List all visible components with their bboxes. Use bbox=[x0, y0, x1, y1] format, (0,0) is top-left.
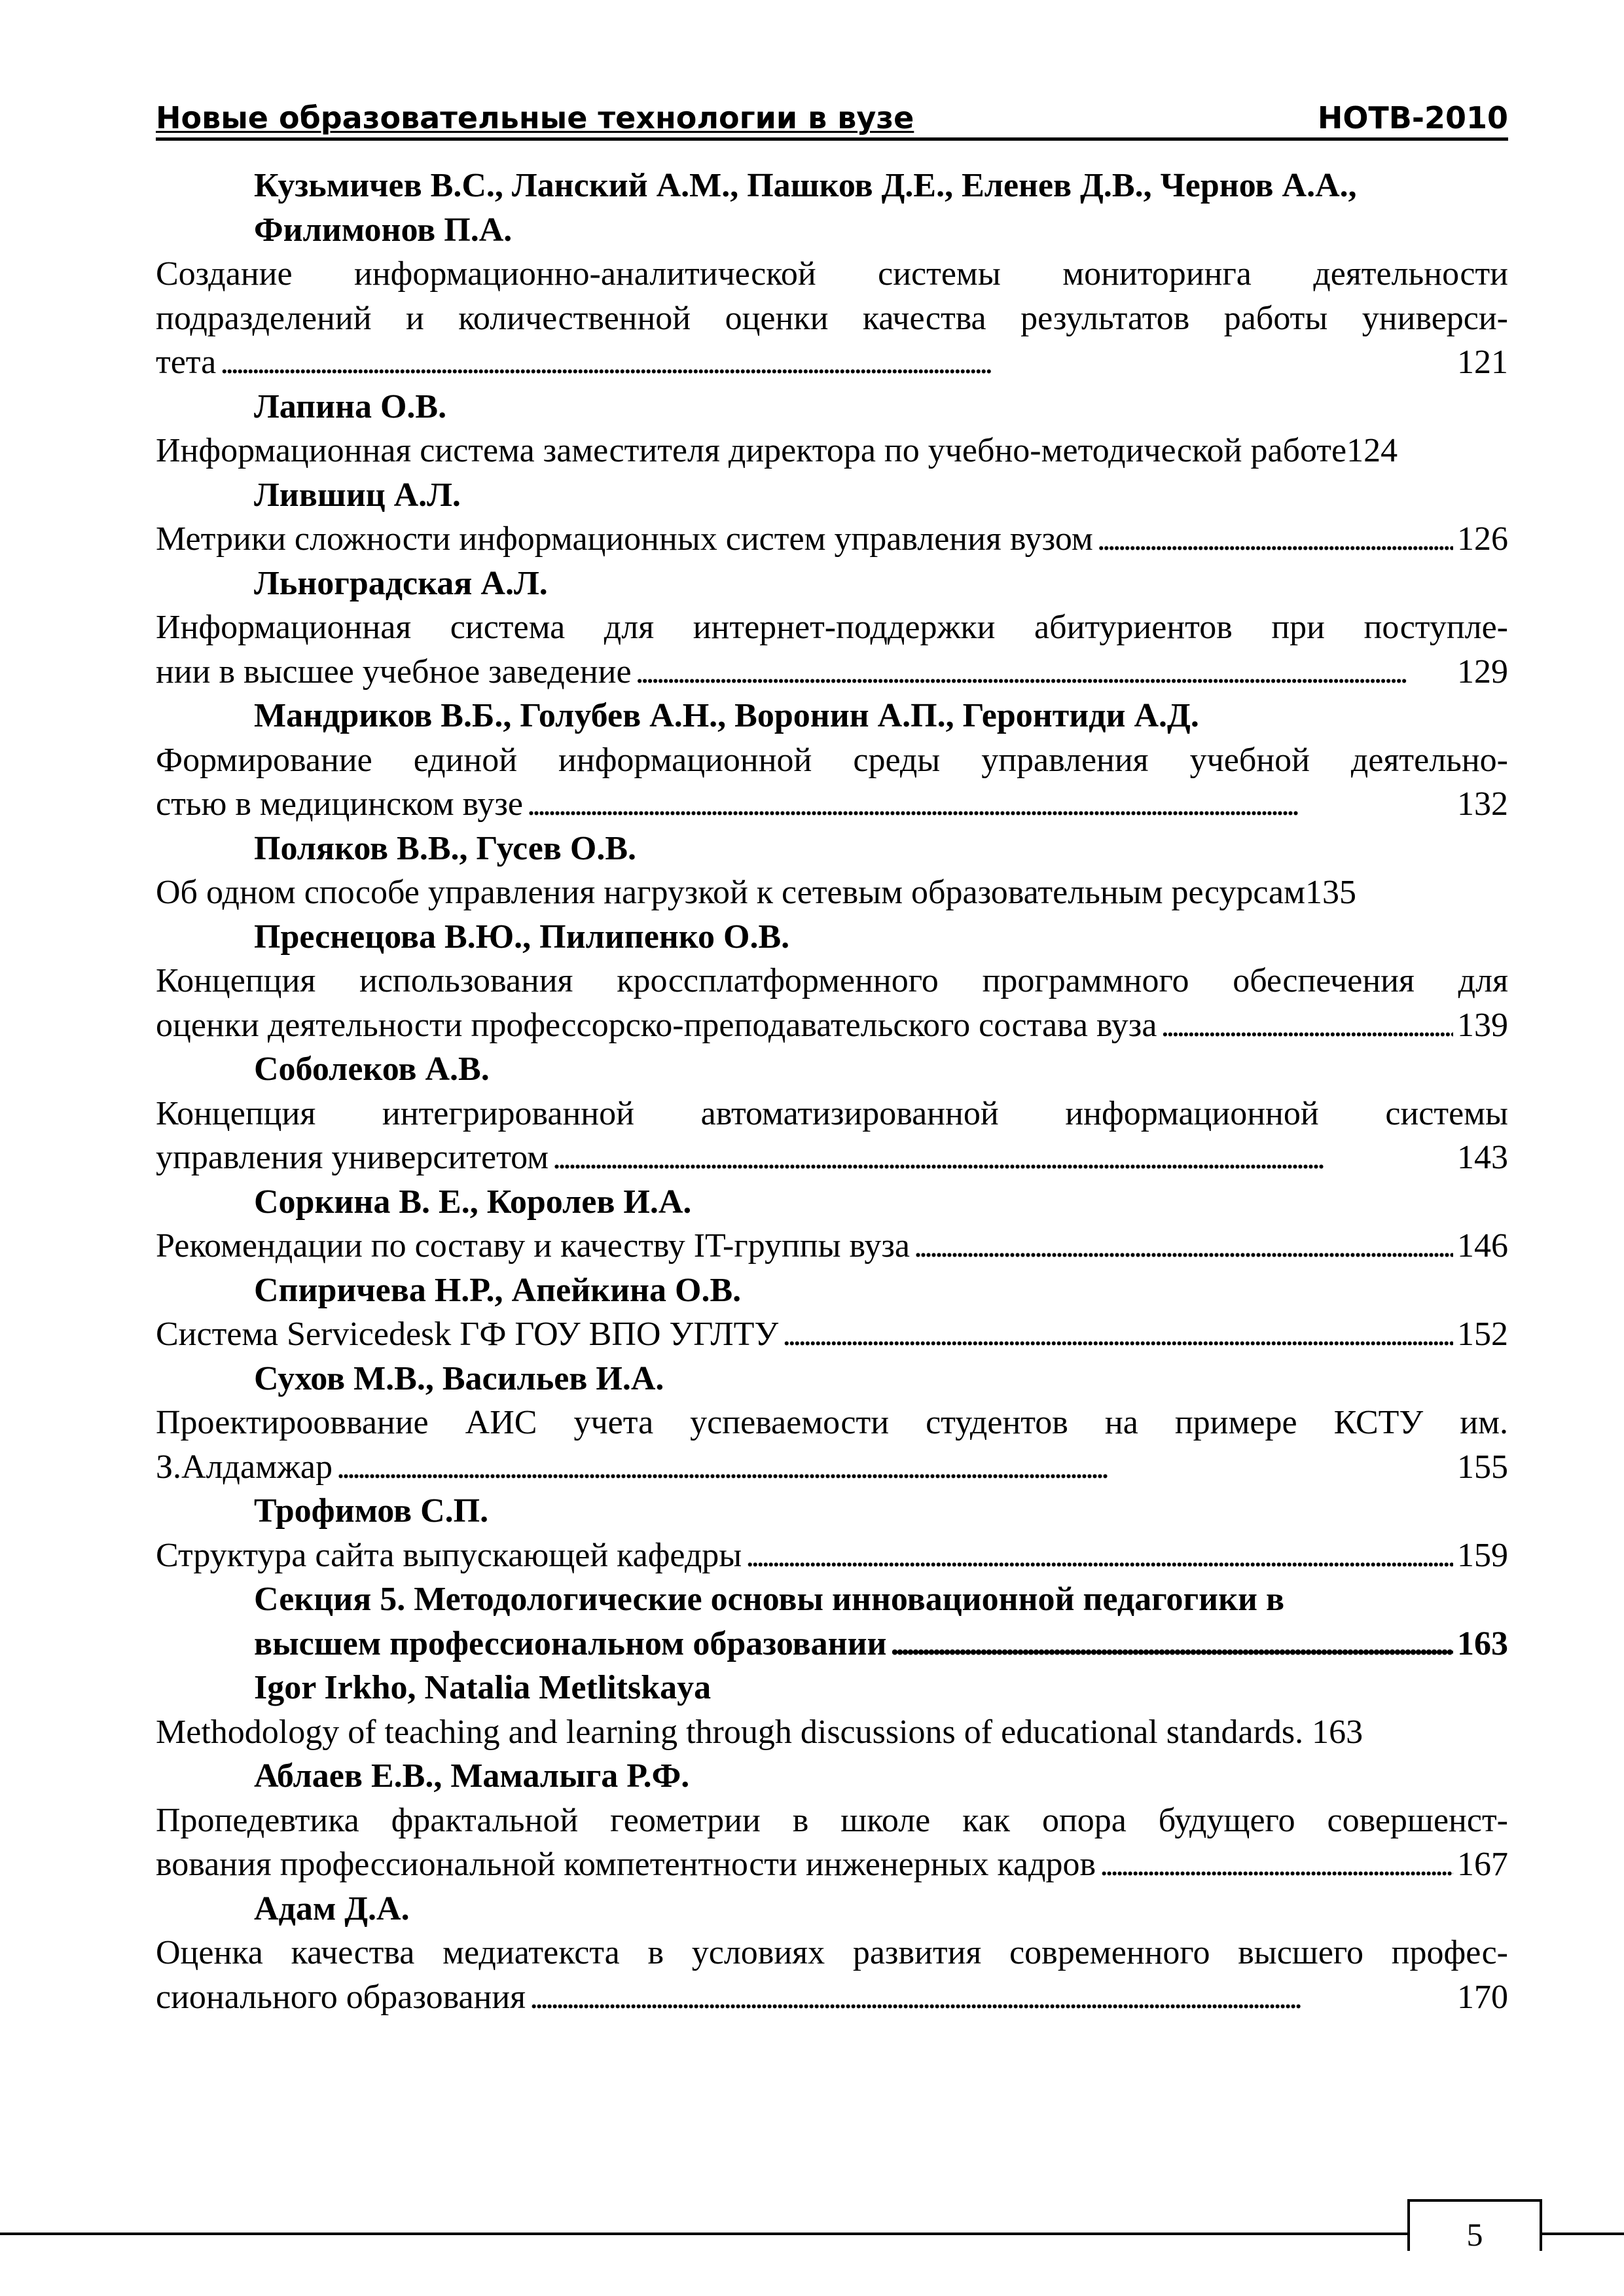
toc-title-end: Информационная система заместителя директора по учебно-методической работе bbox=[156, 432, 1347, 469]
toc-title-lastline bbox=[156, 517, 1508, 562]
toc-entry[interactable] bbox=[156, 385, 1508, 473]
toc-entry[interactable] bbox=[156, 1180, 1508, 1268]
toc-page-number: 146 bbox=[1457, 1227, 1508, 1265]
toc-authors: Лапина О.В. bbox=[254, 387, 447, 425]
dot-leader bbox=[891, 1622, 1453, 1666]
toc-title-end: стью в медицинском вузе bbox=[156, 785, 524, 823]
section-title-lastline bbox=[254, 1622, 1508, 1666]
dot-leader bbox=[782, 1312, 1453, 1357]
dot-leader bbox=[530, 1975, 1453, 2020]
toc-page-number: 143 bbox=[1457, 1139, 1508, 1176]
toc-entry[interactable] bbox=[156, 915, 1508, 1048]
toc-page-number: 170 bbox=[1457, 1978, 1508, 2016]
dot-leader bbox=[1097, 517, 1453, 562]
header-conference-code: НОТВ-2010 bbox=[1317, 100, 1508, 135]
toc-title-lastline bbox=[156, 1710, 1508, 1755]
toc-page-number: 163 bbox=[1312, 1713, 1363, 1751]
dot-leader bbox=[527, 782, 1453, 827]
running-header bbox=[156, 98, 1508, 141]
toc-entry[interactable] bbox=[156, 1047, 1508, 1180]
toc-authors: Спиричева Н.Р., Апейкина О.В. bbox=[254, 1271, 742, 1309]
header-journal-title: Новые образовательные технологии в вузе bbox=[156, 100, 914, 135]
toc-title: Создание информационно-аналитической системы мониторинга деятельности подразделений и количественной оценки качества результатов работы универси- bbox=[156, 255, 1508, 337]
toc-title-lastline bbox=[156, 1445, 1508, 1490]
toc-title-end: Структура сайта выпускающей кафедры bbox=[156, 1536, 742, 1574]
toc-title-end: З.Алдамжар bbox=[156, 1448, 333, 1486]
dot-leader bbox=[336, 1445, 1453, 1490]
toc-page-number: 155 bbox=[1457, 1448, 1508, 1486]
toc-title-lastline bbox=[156, 1975, 1508, 2020]
toc-title: Концепция интегрированной автоматизированной информационной системы bbox=[156, 1094, 1508, 1132]
toc-page-number: 159 bbox=[1457, 1536, 1508, 1574]
toc-page-number: 139 bbox=[1457, 1006, 1508, 1044]
toc-title-end: тета bbox=[156, 344, 217, 381]
dot-leader: . bbox=[1295, 1713, 1312, 1751]
toc-title-lastline bbox=[156, 870, 1508, 915]
toc-title: Информационная система для интернет-поддержки абитуриентов при поступле- bbox=[156, 609, 1508, 646]
footer-rule bbox=[0, 2233, 1624, 2235]
toc-authors: Лившиц А.Л. bbox=[254, 476, 461, 514]
dot-leader bbox=[914, 1224, 1453, 1268]
toc-authors: Поляков В.В., Гусев О.В. bbox=[254, 829, 637, 867]
toc-title-lastline bbox=[156, 1312, 1508, 1357]
toc-page-number: 152 bbox=[1457, 1316, 1508, 1353]
toc-entry[interactable] bbox=[156, 827, 1508, 915]
page-number: 5 bbox=[1407, 2199, 1542, 2251]
toc-page-number: 121 bbox=[1457, 344, 1508, 381]
section-title-line2: высшем профессиональном образовании bbox=[254, 1624, 887, 1662]
dot-leader bbox=[636, 650, 1453, 694]
toc-title-lastline bbox=[156, 1224, 1508, 1268]
toc-entry[interactable] bbox=[156, 164, 1508, 385]
toc-title: Концепция использования кроссплатформенного программного обеспечения для bbox=[156, 962, 1508, 999]
toc-entry[interactable] bbox=[156, 1268, 1508, 1357]
toc-title-lastline bbox=[156, 782, 1508, 827]
dot-leader bbox=[746, 1534, 1453, 1578]
toc-title-lastline bbox=[156, 1842, 1508, 1887]
toc-authors: Igor Irkho, Natalia Metlitskaya bbox=[254, 1669, 712, 1706]
toc-authors: Аблаев Е.В., Мамалыга Р.Ф. bbox=[254, 1757, 690, 1795]
toc-entry[interactable] bbox=[156, 473, 1508, 562]
toc-authors: Мандриков В.Б., Голубев А.Н., Воронин А.П., Геронтиди А.Д. bbox=[254, 697, 1199, 734]
toc-title-end: управления университетом bbox=[156, 1139, 549, 1176]
toc-title: Проектирооввание АИС учета успеваемости студентов на примере КСТУ им. bbox=[156, 1404, 1508, 1441]
toc-title-end: Метрики сложности информационных систем управления вузом bbox=[156, 520, 1093, 558]
toc-page-number: 129 bbox=[1457, 653, 1508, 691]
toc-authors: Сухов М.В., Васильев И.А. bbox=[254, 1359, 664, 1397]
toc-title: Формирование единой информационной среды управления учебной деятельно- bbox=[156, 741, 1508, 779]
toc-title-end: вования профессиональной компетентности инженерных кадров bbox=[156, 1846, 1096, 1883]
toc-authors: Соболеков А.В. bbox=[254, 1050, 490, 1088]
toc-title-end: Об одном способе управления нагрузкой к сетевым образовательным ресурсам bbox=[156, 874, 1306, 911]
toc-entry[interactable] bbox=[156, 1754, 1508, 1887]
toc-title-lastline bbox=[156, 650, 1508, 694]
section-page-number: 163 bbox=[1457, 1624, 1508, 1662]
toc-page-number: 126 bbox=[1457, 520, 1508, 558]
toc-authors: Кузьмичев В.С., Ланский А.М., Пашков Д.Е., Еленев Д.В., Чернов А.А., Филимонов П.А. bbox=[254, 167, 1357, 249]
dot-leader bbox=[1161, 1003, 1453, 1048]
toc-title-end: оценки деятельности профессорско-преподавательского состава вуза bbox=[156, 1006, 1157, 1044]
toc-entry[interactable] bbox=[156, 1357, 1508, 1490]
toc-title: Пропедевтика фрактальной геометрии в школе как опора будущего совершенст- bbox=[156, 1801, 1508, 1839]
toc-entry[interactable] bbox=[156, 1489, 1508, 1577]
toc-page-number: 135 bbox=[1305, 874, 1357, 911]
dot-leader bbox=[1100, 1842, 1453, 1887]
toc-entry[interactable] bbox=[156, 1887, 1508, 2020]
toc-page-number: 132 bbox=[1457, 785, 1508, 823]
toc-title-end: Methodology of teaching and learning through discussions of educational standards bbox=[156, 1713, 1295, 1751]
toc-title-lastline bbox=[156, 429, 1508, 473]
toc-authors: Трофимов С.П. bbox=[254, 1492, 489, 1530]
toc-authors: Льноградская А.Л. bbox=[254, 564, 548, 602]
dot-leader bbox=[220, 340, 1453, 385]
toc-authors: Преснецова В.Ю., Пилипенко О.В. bbox=[254, 918, 790, 956]
toc-title: Оценка качества медиатекста в условиях развития современного высшего профес- bbox=[156, 1934, 1508, 1971]
section-title-line1: Секция 5. Методологические основы инновационной педагогики в bbox=[254, 1581, 1285, 1618]
toc-page-number: 167 bbox=[1457, 1846, 1508, 1883]
toc-authors: Адам Д.А. bbox=[254, 1890, 410, 1928]
toc-title-end: сионального образования bbox=[156, 1978, 526, 2016]
toc-title-lastline bbox=[156, 1534, 1508, 1578]
toc-section-heading[interactable] bbox=[156, 1577, 1508, 1666]
toc-page-number: 124 bbox=[1346, 432, 1398, 469]
toc-title-end: Система Servicedesk ГФ ГОУ ВПО УГЛТУ bbox=[156, 1316, 779, 1353]
dot-leader bbox=[552, 1136, 1453, 1180]
toc-title-lastline bbox=[156, 1136, 1508, 1180]
toc-entry[interactable] bbox=[156, 694, 1508, 827]
toc-title-lastline bbox=[156, 340, 1508, 385]
toc-entry[interactable] bbox=[156, 1666, 1508, 1754]
toc-authors: Соркина В. Е., Королев И.А. bbox=[254, 1183, 692, 1221]
toc-title-end: Рекомендации по составу и качеству IT-группы вуза bbox=[156, 1227, 910, 1265]
toc-title-lastline bbox=[156, 1003, 1508, 1048]
table-of-contents bbox=[156, 164, 1508, 2019]
toc-title-end: нии в высшее учебное заведение bbox=[156, 653, 632, 691]
toc-entry[interactable] bbox=[156, 562, 1508, 694]
